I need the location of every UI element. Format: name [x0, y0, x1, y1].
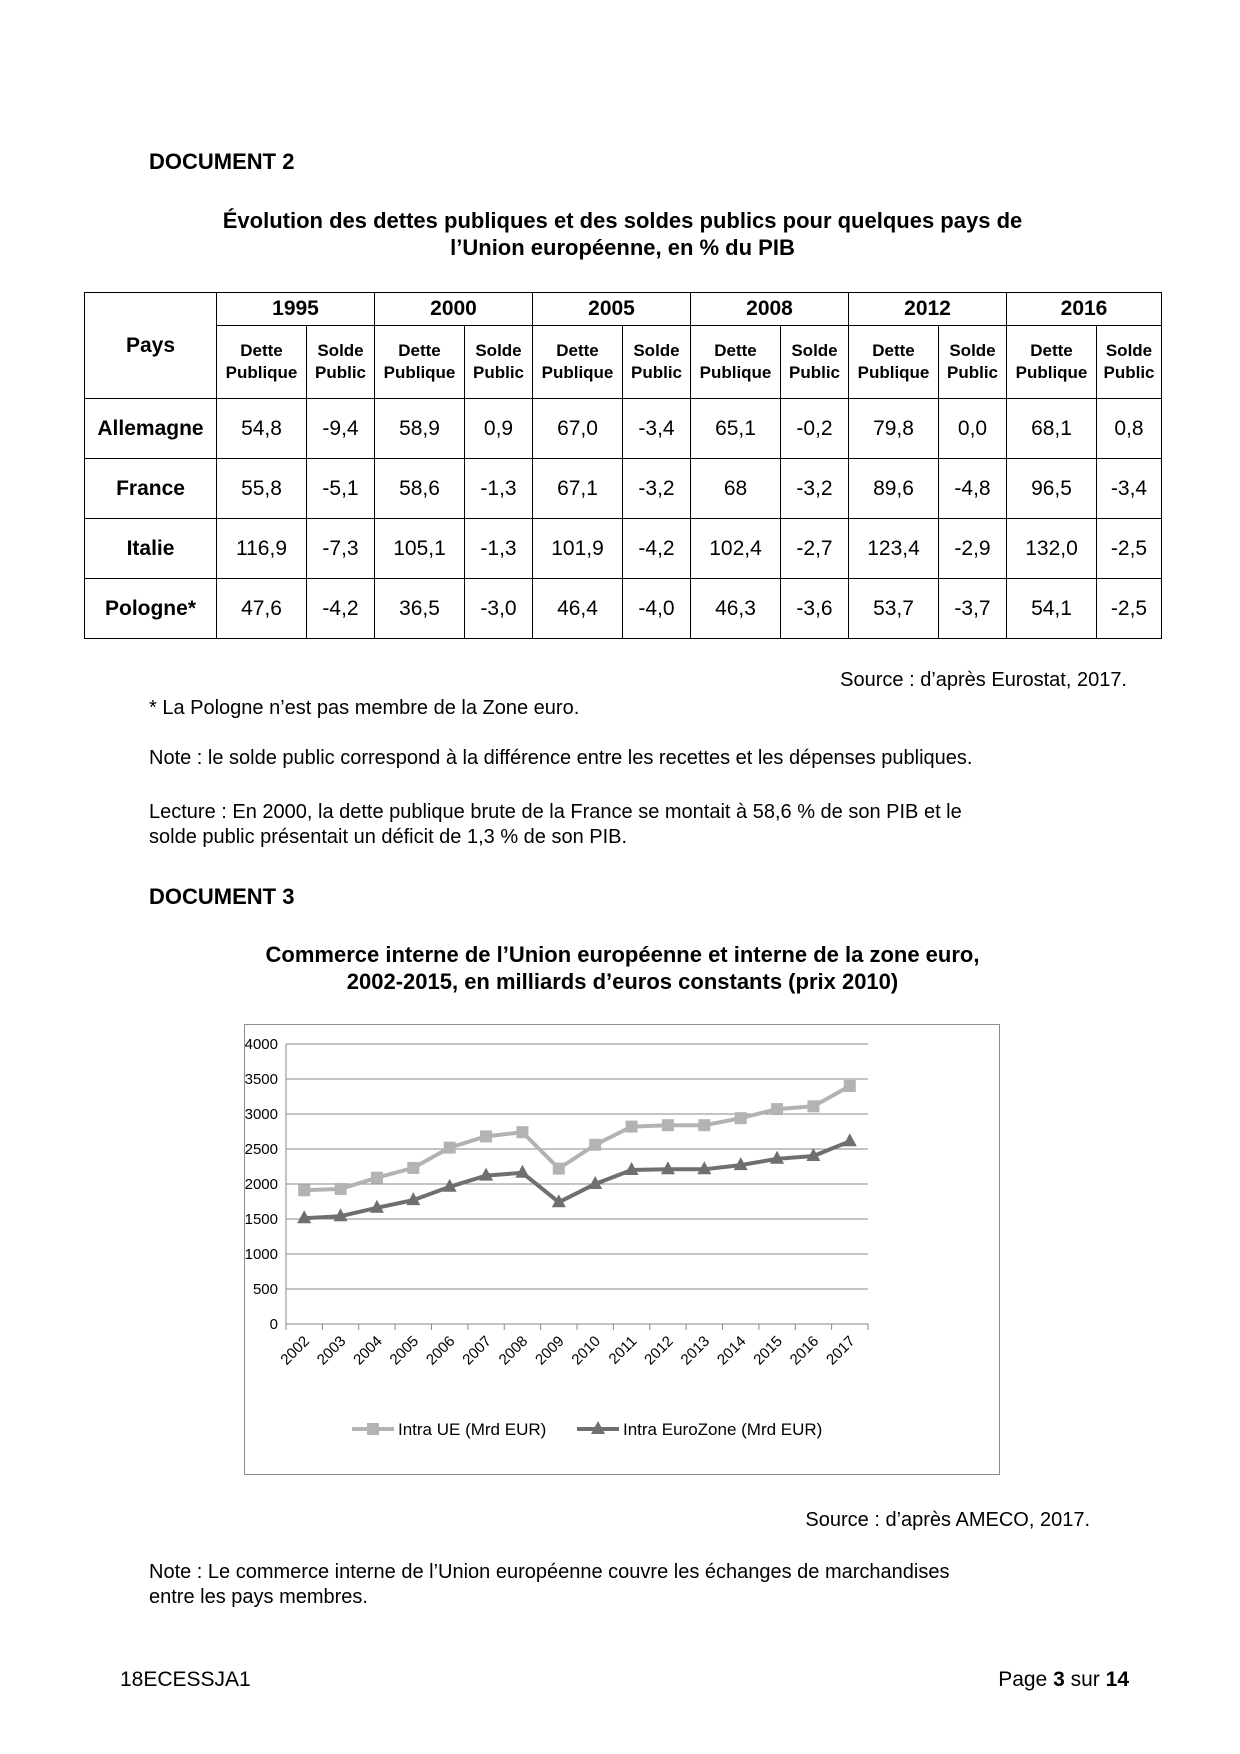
dette-sub-header-line2: Publique [541, 363, 614, 382]
solde-sub-header-line1: Solde [317, 341, 364, 360]
value-cell: 101,9 [533, 519, 623, 579]
dette-sub-header-line1: Dette [556, 341, 599, 360]
x-tick-label: 2006 [422, 1332, 459, 1369]
pays-header: Pays [85, 293, 217, 399]
value-cell: -2,9 [939, 519, 1007, 579]
series-line [304, 1086, 850, 1190]
x-tick-label: 2015 [750, 1332, 786, 1369]
dette-sub-header [1007, 326, 1097, 399]
value-cell: -3,6 [781, 579, 849, 639]
solde-sub-header-line2: Public [1103, 363, 1155, 382]
data-point [735, 1112, 747, 1124]
value-cell: -2,7 [781, 519, 849, 579]
data-point [662, 1119, 674, 1131]
page-word: Page [998, 1668, 1048, 1691]
document-3-title-line1: Commerce interne de l’Union européenne et interne de la zone euro, [265, 942, 980, 967]
document-2-title-line1: Évolution des dettes publiques et des soldes publics pour quelques pays de [222, 208, 1023, 233]
y-tick-label: 2000 [244, 1176, 278, 1193]
legend-marker [367, 1423, 379, 1435]
x-tick-label: 2012 [641, 1332, 677, 1369]
data-point [844, 1080, 856, 1092]
value-cell: 67,0 [533, 399, 623, 459]
dette-sub-header-line1: Dette [872, 341, 915, 360]
x-tick-label: 2011 [605, 1332, 641, 1368]
legend-label: Intra EuroZone (Mrd EUR) [623, 1420, 823, 1439]
value-cell: -4,2 [623, 519, 691, 579]
data-point [298, 1184, 310, 1196]
x-tick-label: 2008 [495, 1332, 532, 1369]
trade-line-chart [244, 1024, 1000, 1475]
dette-sub-header [533, 326, 623, 399]
value-cell: 58,9 [375, 399, 465, 459]
value-cell: 54,8 [217, 399, 307, 459]
x-tick-label: 2004 [350, 1332, 386, 1369]
document-2-title-line2: l’Union européenne, en % du PIB [450, 235, 795, 260]
y-tick-label: 2500 [244, 1141, 278, 1158]
value-cell: 0,0 [939, 399, 1007, 459]
value-cell: 96,5 [1007, 459, 1097, 519]
legend-label: Intra UE (Mrd EUR) [398, 1420, 547, 1439]
dette-sub-header-line1: Dette [1030, 341, 1073, 360]
value-cell: 58,6 [375, 459, 465, 519]
y-tick-label: 500 [252, 1281, 278, 1298]
value-cell: -1,3 [465, 519, 533, 579]
y-tick-label: 4000 [244, 1036, 278, 1053]
solde-sub-header-line2: Public [630, 363, 682, 382]
dette-sub-header-line1: Dette [240, 341, 283, 360]
year-header: 2016 [1007, 293, 1162, 326]
value-cell: -4,2 [307, 579, 375, 639]
data-point [480, 1130, 492, 1142]
dette-sub-header [375, 326, 465, 399]
dette-sub-header-line2: Publique [225, 363, 298, 382]
document-3-note [149, 1560, 949, 1610]
value-cell: -5,1 [307, 459, 375, 519]
value-cell: 47,6 [217, 579, 307, 639]
dette-sub-header-line1: Dette [398, 341, 441, 360]
x-tick-label: 2013 [677, 1332, 714, 1369]
year-header: 2000 [375, 293, 533, 326]
value-cell: 65,1 [691, 399, 781, 459]
debt-table [84, 292, 1162, 639]
x-tick-label: 2007 [459, 1332, 495, 1369]
table-row [85, 519, 1162, 579]
country-cell: Allemagne [85, 399, 217, 459]
year-header: 2012 [849, 293, 1007, 326]
x-tick-label: 2003 [313, 1332, 350, 1369]
dette-sub-header [849, 326, 939, 399]
solde-sub-header-line2: Public [788, 363, 840, 382]
value-cell: 46,3 [691, 579, 781, 639]
data-point [589, 1139, 601, 1151]
document-3-title-line2: 2002-2015, en milliards d’euros constants (prix 2010) [346, 969, 899, 994]
value-cell: -1,3 [465, 459, 533, 519]
value-cell: 36,5 [375, 579, 465, 639]
footer-code: 18ECESSJA1 [120, 1668, 251, 1691]
dette-sub-header-line2: Publique [383, 363, 456, 382]
data-point [843, 1133, 857, 1146]
value-cell: 53,7 [849, 579, 939, 639]
solde-sub-header-line2: Public [472, 363, 524, 382]
country-cell: Italie [85, 519, 217, 579]
document-3-title [84, 941, 1161, 995]
y-tick-label: 1000 [244, 1246, 278, 1263]
country-cell: Pologne* [85, 579, 217, 639]
value-cell: 89,6 [849, 459, 939, 519]
note-line2: entre les pays membres. [149, 1586, 368, 1608]
solde-sub-header [623, 326, 691, 399]
x-tick-label: 2005 [386, 1332, 423, 1369]
value-cell: -3,2 [781, 459, 849, 519]
value-cell: -3,4 [623, 399, 691, 459]
data-point [771, 1103, 783, 1115]
value-cell: 55,8 [217, 459, 307, 519]
dette-sub-header-line1: Dette [714, 341, 757, 360]
document-2-source: Source : d’après Eurostat, 2017. [840, 669, 1127, 691]
value-cell: -4,8 [939, 459, 1007, 519]
document-2-note: Note : le solde public correspond à la différence entre les recettes et les dépenses publiques. [149, 747, 973, 769]
document-2-lecture [149, 800, 962, 850]
value-cell: 102,4 [691, 519, 781, 579]
y-tick-label: 0 [269, 1316, 278, 1333]
series-line [304, 1141, 850, 1218]
page-current: 3 [1053, 1668, 1065, 1691]
dette-sub-header-line2: Publique [699, 363, 772, 382]
value-cell: -0,2 [781, 399, 849, 459]
solde-sub-header [781, 326, 849, 399]
data-point [444, 1142, 456, 1154]
value-cell: -7,3 [307, 519, 375, 579]
dette-sub-header-line2: Publique [1015, 363, 1088, 382]
data-point [553, 1163, 565, 1175]
document-3-source: Source : d’après AMECO, 2017. [805, 1509, 1090, 1531]
value-cell: -3,4 [1097, 459, 1162, 519]
value-cell: 54,1 [1007, 579, 1097, 639]
document-3-label: DOCUMENT 3 [149, 884, 295, 909]
x-tick-label: 2002 [277, 1332, 314, 1369]
x-tick-label: 2014 [713, 1332, 750, 1369]
table-row [85, 399, 1162, 459]
x-tick-label: 2009 [532, 1332, 568, 1369]
data-point [371, 1172, 383, 1184]
solde-sub-header-line2: Public [946, 363, 998, 382]
page-sur: sur [1070, 1668, 1100, 1691]
country-cell: France [85, 459, 217, 519]
solde-sub-header-line2: Public [314, 363, 366, 382]
x-tick-label: 2016 [786, 1332, 823, 1369]
value-cell: -2,5 [1097, 579, 1162, 639]
table-row [85, 579, 1162, 639]
data-point [807, 1100, 819, 1112]
solde-sub-header-line1: Solde [1105, 341, 1153, 360]
value-cell: 105,1 [375, 519, 465, 579]
solde-sub-header [939, 326, 1007, 399]
dette-sub-header [217, 326, 307, 399]
value-cell: -9,4 [307, 399, 375, 459]
document-2-footnote: * La Pologne n’est pas membre de la Zone euro. [149, 697, 580, 719]
data-point [516, 1126, 528, 1138]
value-cell: -4,0 [623, 579, 691, 639]
data-point [335, 1183, 347, 1195]
solde-sub-header-line1: Solde [949, 341, 996, 360]
value-cell: 116,9 [217, 519, 307, 579]
data-point [407, 1162, 419, 1174]
solde-sub-header [307, 326, 375, 399]
value-cell: 68,1 [1007, 399, 1097, 459]
value-cell: 0,9 [465, 399, 533, 459]
value-cell: 79,8 [849, 399, 939, 459]
year-header: 2008 [691, 293, 849, 326]
value-cell: -2,5 [1097, 519, 1162, 579]
value-cell: 132,0 [1007, 519, 1097, 579]
page-total: 14 [1105, 1668, 1129, 1691]
document-2-label: DOCUMENT 2 [149, 149, 295, 174]
solde-sub-header-line1: Solde [791, 341, 838, 360]
year-header: 1995 [217, 293, 375, 326]
value-cell: 0,8 [1097, 399, 1162, 459]
data-point [698, 1119, 710, 1131]
value-cell: -3,2 [623, 459, 691, 519]
x-tick-label: 2010 [568, 1332, 605, 1369]
value-cell: -3,0 [465, 579, 533, 639]
y-tick-label: 1500 [244, 1211, 278, 1228]
year-header: 2005 [533, 293, 691, 326]
page-number [998, 1668, 1129, 1692]
solde-sub-header-line1: Solde [475, 341, 522, 360]
y-tick-label: 3500 [244, 1071, 278, 1088]
solde-sub-header [1097, 326, 1162, 399]
solde-sub-header-line1: Solde [633, 341, 680, 360]
note-line1: Note : Le commerce interne de l’Union européenne couvre les échanges de marchandises [149, 1561, 950, 1583]
x-tick-label: 2017 [823, 1332, 859, 1369]
lecture-line1: Lecture : En 2000, la dette publique brute de la France se montait à 58,6 % de son PIB et le [149, 801, 962, 823]
value-cell: 123,4 [849, 519, 939, 579]
dette-sub-header [691, 326, 781, 399]
dette-sub-header-line2: Publique [857, 363, 930, 382]
value-cell: 67,1 [533, 459, 623, 519]
data-point [626, 1121, 638, 1133]
value-cell: -3,7 [939, 579, 1007, 639]
solde-sub-header [465, 326, 533, 399]
value-cell: 68 [691, 459, 781, 519]
value-cell: 46,4 [533, 579, 623, 639]
table-row [85, 459, 1162, 519]
document-2-title [84, 207, 1161, 261]
lecture-line2: solde public présentait un déficit de 1,3 % de son PIB. [149, 826, 628, 848]
y-tick-label: 3000 [244, 1106, 278, 1123]
